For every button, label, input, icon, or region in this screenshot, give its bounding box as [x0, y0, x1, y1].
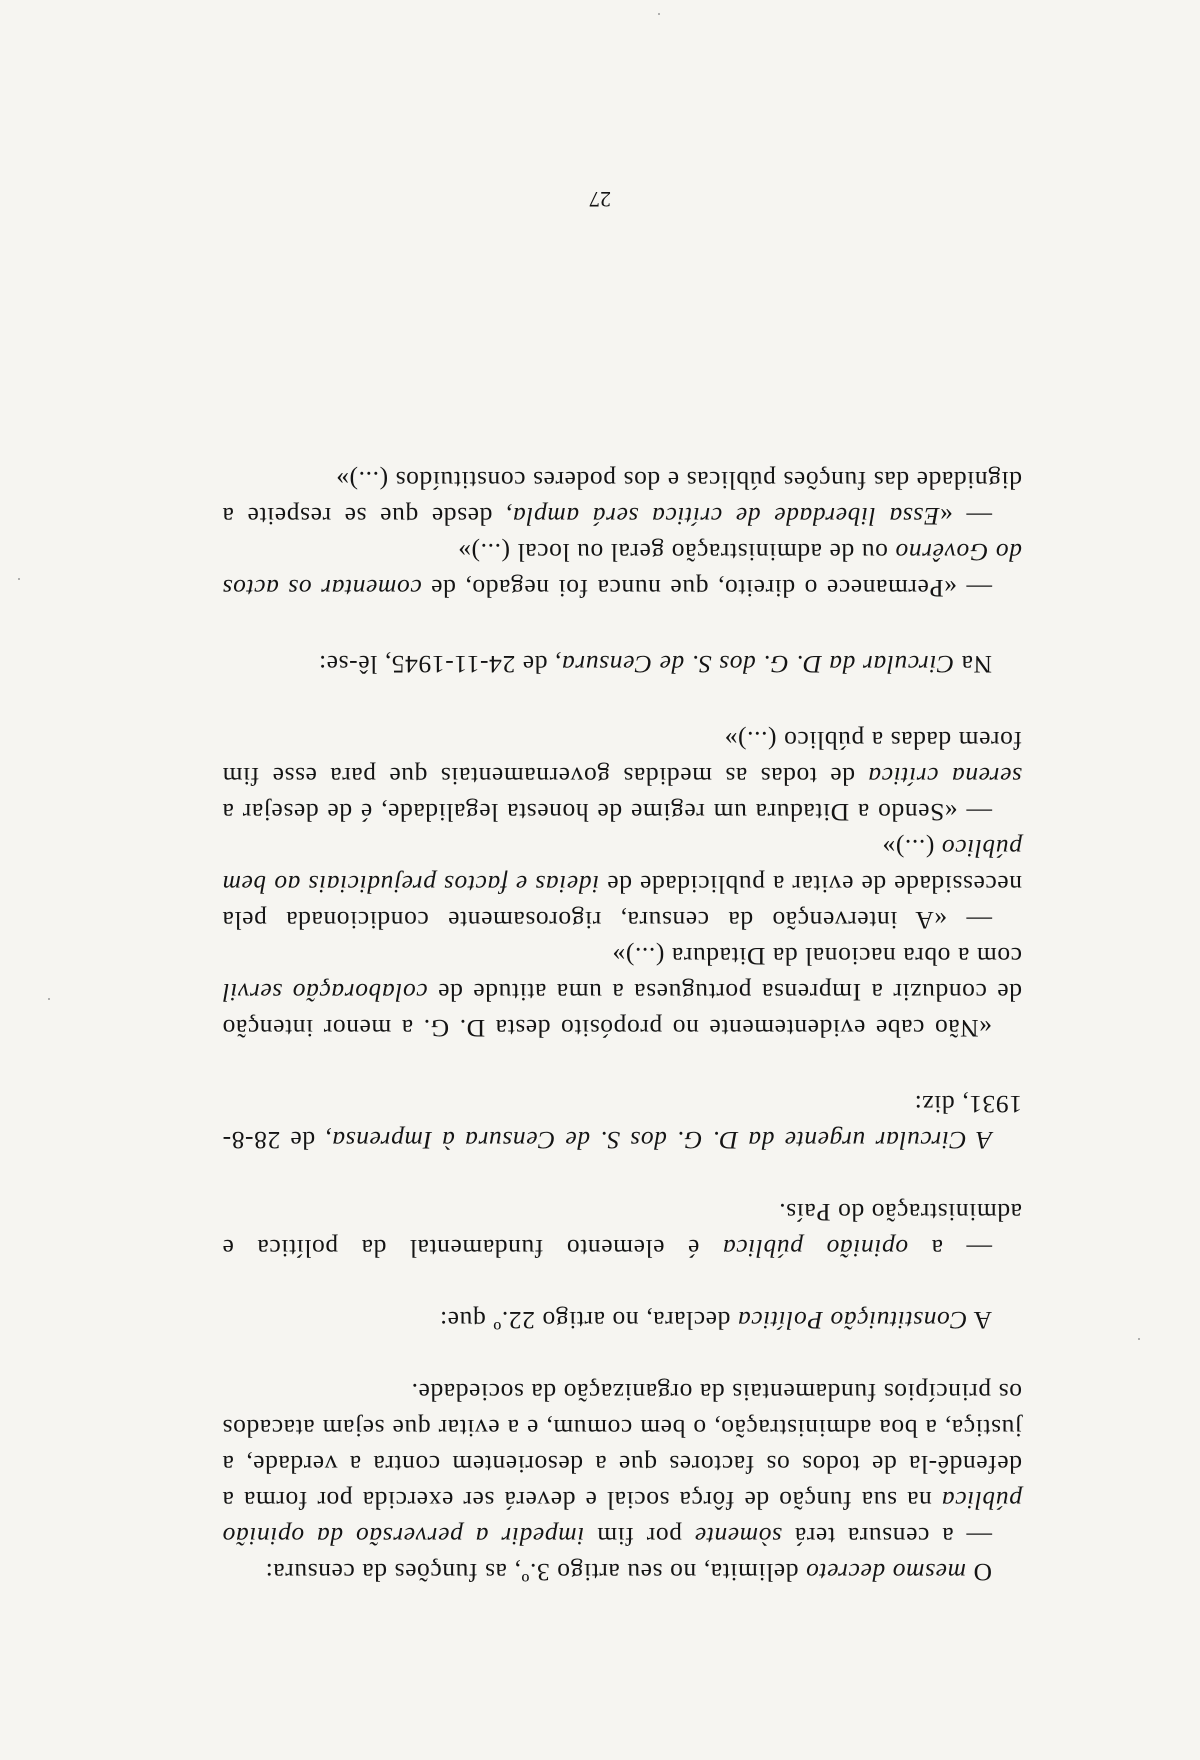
- paragraph-decree-functions: O mesmo decreto delimita, no seu artigo 3.º, as funções da censura:: [265, 1558, 992, 1587]
- paragraph-urgent-circular: A Circular urgente da D. G. dos S. de Censura à Imprensa, de 28-8-1931, diz:: [222, 1090, 1022, 1155]
- paragraph-1945-circular: Na Circular da D. G. dos S. de Censura, de 24-11-1945, lê-se:: [318, 650, 992, 679]
- paper-speck: [1138, 1338, 1140, 1340]
- quote-censorship-intervention: — «A intervenção da censura, rigorosamente condicionada pela necessidade de evitar a publicidade de ideias e factos prejudiciais ao bem público (...)»: [221, 834, 1022, 935]
- paper-speck: [48, 998, 50, 1000]
- quote-servile-collaboration: «Não cabe evidentemente no propósito desta D. G. a menor intenção de conduzir a Imprensa portuguesa a uma atitude de colaboração servil com a obra nacional da Ditadura (...)»: [222, 942, 1022, 1043]
- paper-speck: [658, 13, 660, 15]
- quote-freedom-of-criticism: — «Essa liberdade de crítica será ampla, desde que se respeite a dignidade das funções públicas e dos poderes constituídos (...)»: [222, 466, 1022, 531]
- quote-right-to-comment: — «Permanece o direito, que nunca foi negado, de comentar os actos do Govêrno ou de administração geral ou local (...)»: [222, 538, 1022, 603]
- page-number: 27: [589, 187, 611, 212]
- quote-serene-criticism: — «Sendo a Ditadura um regime de honesta legalidade, é de desejar a serena crítica de todas as medidas governamentais que para esse fim forem dadas a público (...)»: [222, 726, 1022, 827]
- paper-speck: [18, 578, 20, 580]
- paragraph-public-opinion: — a opinião pública é elemento fundamental da política e administração do País.: [222, 1198, 1022, 1263]
- page-text: [222, 462, 1022, 1590]
- paragraph-censorship-purpose: — a censura terá sòmente por fim impedir a perversão da opinião pública na sua função de fôrça social e deverá ser exercida por forma a defendê-la de todos os factores que a desorientem contra a verdade, a justiça, a boa administração, o bem comum, e a evitar que sejam atacados os princípios fundamentais da organização da sociedade.: [222, 1378, 1022, 1551]
- paragraph-constitution: A Constituição Política declara, no artigo 22.º que:: [439, 1306, 992, 1335]
